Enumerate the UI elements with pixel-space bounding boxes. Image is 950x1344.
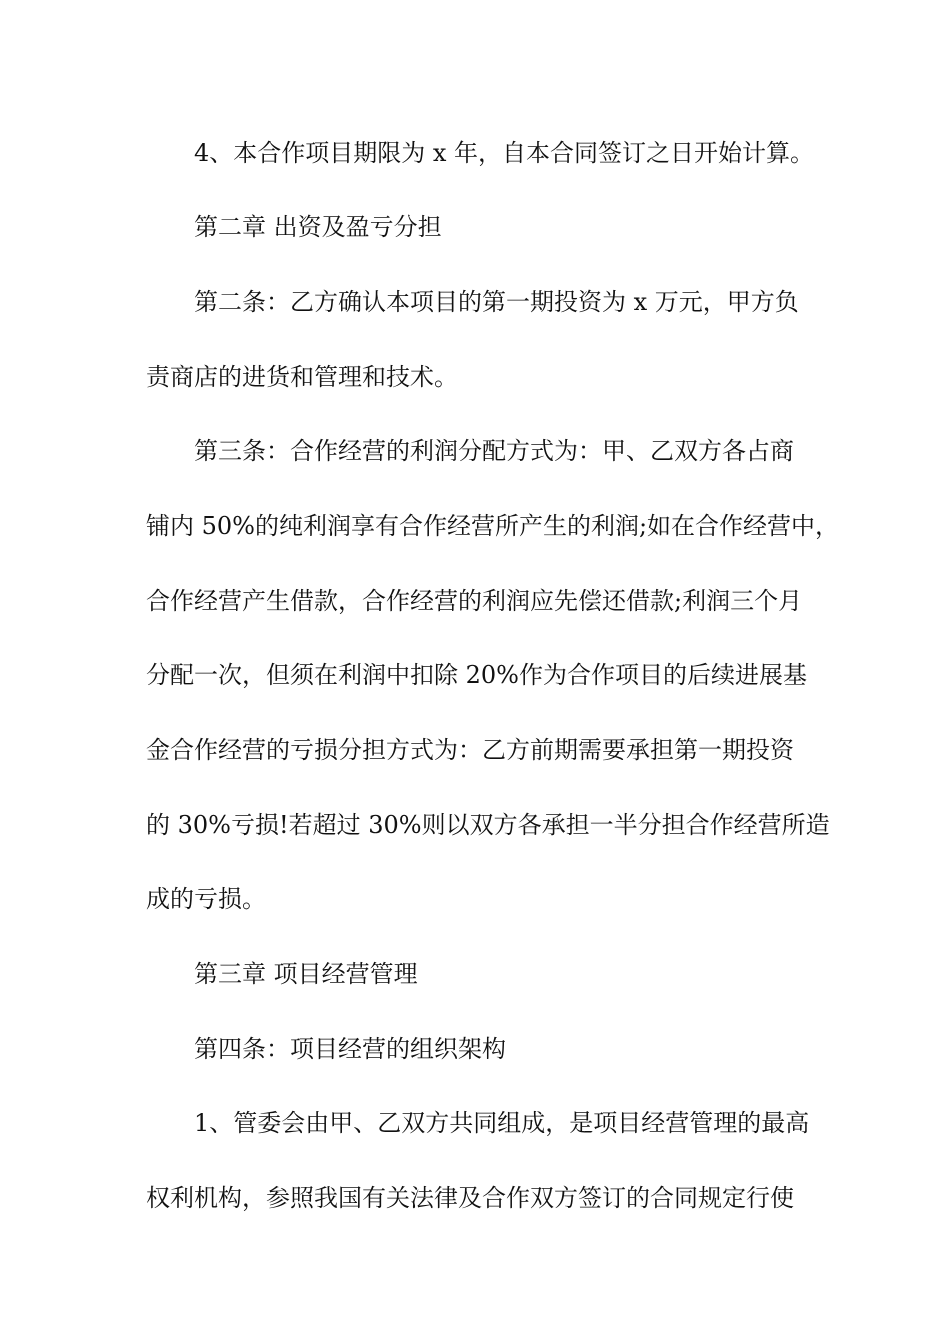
article-3-line-5: 金合作经营的亏损分担方式为：乙方前期需要承担第一期投资 (146, 736, 794, 764)
article-2-line-2: 责商店的进货和管理和技术。 (146, 363, 458, 391)
article-3-line-7: 成的亏损。 (146, 885, 266, 913)
clause-1-line-1: 1、管委会由甲、乙双方共同组成，是项目经营管理的最高 (194, 1109, 810, 1137)
clause-1-line-2: 权利机构，参照我国有关法律及合作双方签订的合同规定行使 (146, 1184, 794, 1212)
article-3-line-4: 分配一次，但须在利润中扣除 20%作为合作项目的后续进展基 (146, 661, 807, 689)
article-3-line-3: 合作经营产生借款，合作经营的利润应先偿还借款;利润三个月 (146, 587, 803, 615)
chapter-2-heading: 第二章 出资及盈亏分担 (194, 213, 442, 241)
article-4-line: 第四条：项目经营的组织架构 (194, 1035, 506, 1063)
article-3-line-1: 第三条：合作经营的利润分配方式为：甲、乙双方各占商 (194, 437, 794, 465)
article-3-line-6: 的 30%亏损!若超过 30%则以双方各承担一半分担合作经营所造 (146, 811, 830, 839)
article-2-line-1: 第二条：乙方确认本项目的第一期投资为 x 万元，甲方负 (194, 288, 799, 316)
chapter-3-heading: 第三章 项目经营管理 (194, 960, 418, 988)
article-3-line-2: 铺内 50%的纯利润享有合作经营所产生的利润;如在合作经营中， (146, 512, 840, 540)
clause-4-line: 4、本合作项目期限为 x 年，自本合同签订之日开始计算。 (194, 139, 815, 167)
